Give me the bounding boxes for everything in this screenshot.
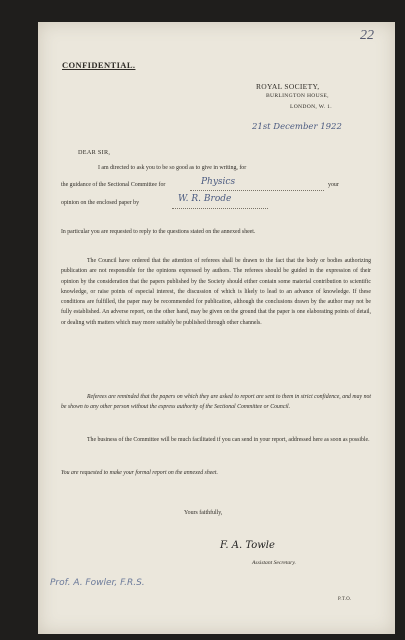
org-name: ROYAL SOCIETY, bbox=[256, 82, 320, 91]
signature-title: Assistant Secretary. bbox=[252, 560, 296, 566]
confidential-heading: CONFIDENTIAL. bbox=[62, 60, 136, 70]
handwritten-date: 21st December 1922 bbox=[252, 122, 342, 132]
committee-blank bbox=[190, 190, 324, 191]
council-paragraph: The Council have ordered that the attention of referees shall be drawn to the fact that the body or bodies authorizing publication are not responsible for the opinions expressed by authors. The referees should be guided in the expression of their opinion by the consideration that the papers published by the Society should either contain some material contribution to scientific knowledge, or raise points of especial interest, the discussion of which is likely to lead to an advance of knowledge. If these conditions are fulfilled, the paper may be recommended for publication, although the conclusions drawn by the author may not be fully established. An adverse report, on the other hand, may be given on the ground that the paper is one elaborating points of detail, or dealing with matters which may more suitably be published through other channels. bbox=[61, 258, 371, 326]
closing: Yours faithfully, bbox=[184, 510, 223, 516]
intro-line-3: opinion on the enclosed paper by bbox=[61, 200, 140, 206]
committee-handwritten: Physics bbox=[201, 177, 236, 187]
author-blank bbox=[172, 208, 268, 209]
letter-sheet bbox=[38, 22, 395, 634]
intro-line-2-end: your bbox=[328, 182, 339, 188]
intro-line-1: I am directed to ask you to be so good as to give in writing, for bbox=[98, 165, 247, 171]
author-handwritten: W. R. Brode bbox=[178, 194, 232, 204]
org-house: BURLINGTON HOUSE, bbox=[266, 93, 329, 99]
addressee-pencil: Prof. A. Fowler, F.R.S. bbox=[50, 578, 145, 588]
formal-report-note: You are requested to make your formal report on the annexed sheet. bbox=[61, 470, 218, 476]
folio-number: 22 bbox=[360, 28, 374, 43]
salutation: DEAR SIR, bbox=[78, 149, 111, 156]
business-paragraph: The business of the Committee will be much facilitated if you can send in your report, addressed here as soon as possible. bbox=[87, 437, 370, 443]
pto-note: P.T.O. bbox=[338, 597, 352, 602]
reminder-paragraph: Referees are reminded that the papers on which they are asked to report are sent to them in strict confidence, and may not be shown to any other person without the express authority of the Sectional Committee or Council. bbox=[61, 394, 371, 411]
signature: F. A. Towle bbox=[220, 540, 275, 551]
intro-line-2: the guidance of the Sectional Committee for bbox=[61, 182, 166, 188]
org-city: LONDON, W. 1. bbox=[290, 104, 332, 110]
questions-paragraph: In particular you are requested to reply to the questions stated on the annexed sheet. bbox=[61, 229, 256, 235]
